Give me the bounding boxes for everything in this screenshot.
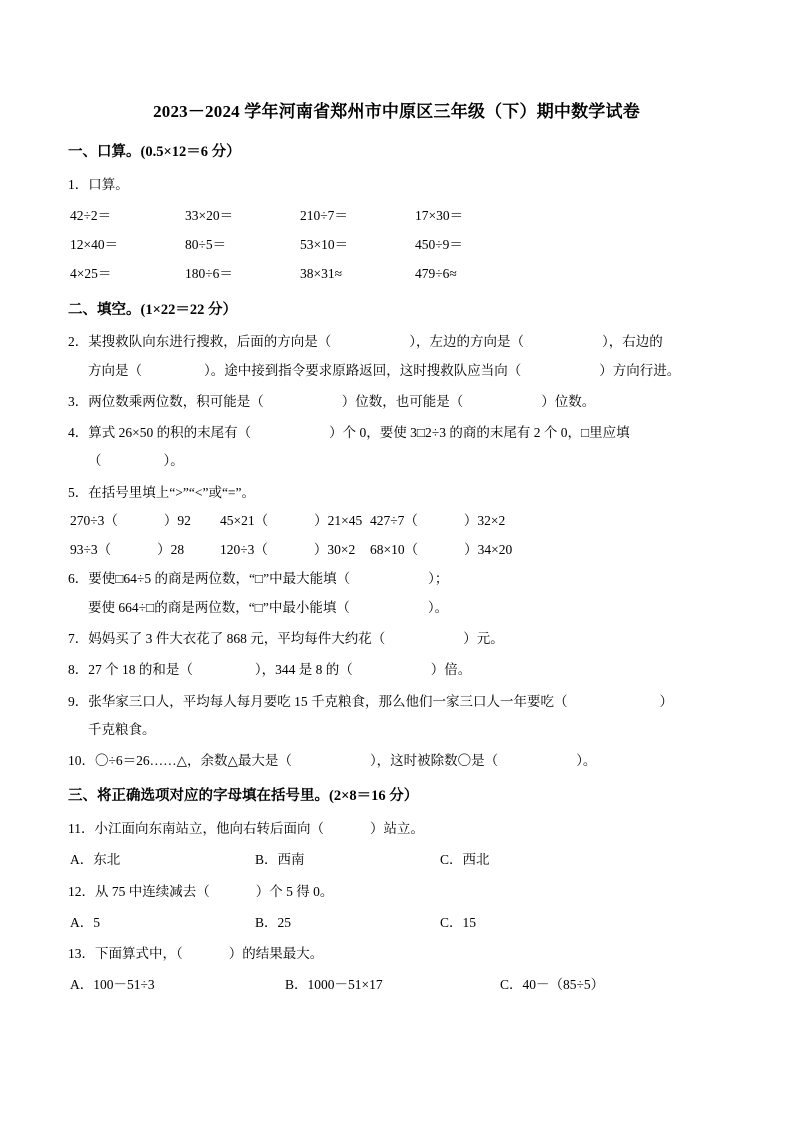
section-heading-multiple-choice: 三、将正确选项对应的字母填在括号里。(2×8＝16 分） bbox=[68, 788, 419, 805]
compare-left: 427÷7（ bbox=[370, 512, 418, 528]
compare-left: 68×10（ bbox=[370, 542, 419, 558]
option-c[interactable]: C．15 bbox=[440, 914, 477, 930]
oral-item: 210÷7＝ bbox=[300, 207, 348, 223]
question-4-text-a: 4．算式 26×50 的积的末尾有（ bbox=[68, 425, 252, 441]
question-12-stem bbox=[68, 881, 725, 903]
compare-right: ）92 bbox=[163, 512, 191, 528]
oral-item: 33×20＝ bbox=[185, 207, 234, 223]
question-11-text-a: 11．小江面向东南站立，他向右转后面向（ bbox=[68, 821, 324, 837]
question-9-line-2: 千克粮食。 bbox=[88, 721, 156, 737]
question-12-text-a: 12．从 75 中连续减去（ bbox=[68, 883, 210, 899]
question-6-line-1 bbox=[68, 568, 725, 590]
question-8-text-a: 8．27 个 18 的和是（ bbox=[68, 662, 193, 678]
compare-item bbox=[220, 510, 370, 532]
compare-right: ）30×2 bbox=[313, 542, 356, 558]
oral-item: 38×31≈ bbox=[300, 266, 343, 282]
option-a[interactable]: A．100－51÷3 bbox=[70, 977, 155, 993]
compare-item bbox=[70, 510, 220, 532]
question-6-line-2 bbox=[68, 597, 725, 619]
question-6-text-d: ）。 bbox=[427, 599, 449, 615]
question-11-options bbox=[68, 849, 725, 871]
question-12-text-b: ）个 5 得 0。 bbox=[255, 883, 334, 899]
oral-item: 42÷2＝ bbox=[70, 207, 112, 223]
question-1-stem: 1．口算。 bbox=[68, 176, 129, 192]
question-6-text-b: ）； bbox=[428, 571, 449, 587]
compare-item bbox=[70, 539, 220, 561]
question-11-text-b: ）站立。 bbox=[370, 821, 424, 837]
option-b[interactable]: B．1000－51×17 bbox=[285, 977, 383, 993]
compare-left: 45×21（ bbox=[220, 512, 269, 528]
question-3-text-c: ）位数。 bbox=[541, 393, 596, 409]
question-7-text-a: 7．妈妈买了 3 件大衣花了 868 元，平均每件大约花（ bbox=[68, 631, 386, 647]
section-heading-fill-blank: 二、填空。(1×22＝22 分） bbox=[68, 301, 237, 318]
question-2-line-2 bbox=[68, 360, 725, 382]
question-2-text-c: ），右边的 bbox=[602, 334, 663, 350]
compare-item bbox=[370, 539, 520, 561]
question-1-row-3 bbox=[68, 263, 725, 285]
oral-item: 4×25＝ bbox=[70, 266, 112, 282]
oral-item: 80÷5＝ bbox=[185, 237, 227, 253]
question-7 bbox=[68, 628, 725, 650]
section-heading-oral: 一、口算。(0.5×12＝6 分） bbox=[68, 143, 241, 160]
question-5-row-1 bbox=[68, 510, 725, 532]
question-5-row-2 bbox=[68, 539, 725, 561]
compare-left: 93÷3（ bbox=[70, 542, 112, 558]
question-2-text-b: ），左边的方向是（ bbox=[409, 334, 524, 350]
question-2-line-1 bbox=[68, 331, 725, 353]
question-3-text-a: 3．两位数乘两位数，积可能是（ bbox=[68, 393, 264, 409]
question-13-text-b: ）的结果最大。 bbox=[228, 946, 324, 962]
question-2-text-d: 方向是（ bbox=[88, 362, 142, 378]
compare-right: ）28 bbox=[157, 542, 185, 558]
compare-right: ）21×45 bbox=[314, 512, 363, 528]
option-a[interactable]: A．5 bbox=[70, 914, 100, 930]
question-2-text-f: ）方向行进。 bbox=[599, 362, 681, 378]
question-1-row-2 bbox=[68, 234, 725, 256]
compare-left: 270÷3（ bbox=[70, 512, 118, 528]
option-c[interactable]: C．40－（85÷5） bbox=[500, 977, 605, 993]
compare-item bbox=[370, 510, 520, 532]
oral-item: 12×40＝ bbox=[70, 237, 119, 253]
question-13-text-a: 13．下面算式中，（ bbox=[68, 946, 183, 962]
question-2-text-e: ）。途中接到指令要求原路返回，这时搜救队应当向（ bbox=[204, 362, 522, 378]
question-4-line-1 bbox=[68, 422, 725, 444]
question-9-text-a: 9．张华家三口人，平均每人每月要吃 15 千克粮食，那么他们一家三口人一年要吃（ bbox=[68, 693, 568, 709]
question-9-line-1 bbox=[68, 691, 725, 713]
question-4-text-c: （ bbox=[88, 453, 102, 469]
question-8 bbox=[68, 659, 725, 681]
compare-right: ）34×20 bbox=[464, 542, 513, 558]
question-1-row-1 bbox=[68, 205, 725, 227]
compare-item bbox=[220, 539, 370, 561]
question-9-text-b: ） bbox=[659, 693, 673, 709]
oral-item: 450÷9＝ bbox=[415, 237, 463, 253]
oral-item: 53×10＝ bbox=[300, 237, 349, 253]
question-6-text-c: 要使 664÷□的商是两位数，“□”中最小能填（ bbox=[88, 599, 350, 615]
question-5-stem: 5．在括号里填上“>”“<”或“=”。 bbox=[68, 484, 256, 500]
page-title: 2023－2024 学年河南省郑州市中原区三年级（下）期中数学试卷 bbox=[153, 102, 640, 121]
compare-left: 120÷3（ bbox=[220, 542, 268, 558]
question-4-text-b: ）个 0，要使 3□2÷3 的商的末尾有 2 个 0，□里应填 bbox=[329, 425, 630, 441]
question-10-text-b: ），这时被除数〇是（ bbox=[369, 753, 499, 769]
question-4-line-2 bbox=[68, 450, 725, 472]
option-b[interactable]: B．25 bbox=[255, 914, 292, 930]
oral-item: 479÷6≈ bbox=[415, 266, 457, 282]
compare-right: ）32×2 bbox=[463, 512, 506, 528]
question-10 bbox=[68, 750, 725, 772]
question-13-options bbox=[68, 974, 725, 996]
question-3 bbox=[68, 391, 725, 413]
question-11-stem bbox=[68, 818, 725, 840]
question-8-text-c: ）倍。 bbox=[430, 662, 472, 678]
question-3-text-b: ）位数，也可能是（ bbox=[341, 393, 464, 409]
option-a[interactable]: A．东北 bbox=[70, 852, 121, 868]
question-10-text-c: ）。 bbox=[576, 753, 597, 769]
question-6-text-a: 6．要使□64÷5 的商是两位数，“□”中最大能填（ bbox=[68, 571, 351, 587]
question-7-text-b: ）元。 bbox=[463, 631, 504, 647]
question-2-text-a: 2．某搜救队向东进行搜救，后面的方向是（ bbox=[68, 334, 332, 350]
question-10-text-a: 10．〇÷6＝26……△，余数△最大是（ bbox=[68, 753, 292, 769]
option-c[interactable]: C．西北 bbox=[440, 852, 490, 868]
oral-item: 180÷6＝ bbox=[185, 266, 233, 282]
question-12-options bbox=[68, 912, 725, 934]
question-4-text-d: ）。 bbox=[163, 453, 184, 469]
question-13-stem bbox=[68, 943, 725, 965]
question-8-text-b: ），344 是 8 的（ bbox=[254, 662, 353, 678]
oral-item: 17×30＝ bbox=[415, 207, 464, 223]
option-b[interactable]: B．西南 bbox=[255, 852, 305, 868]
